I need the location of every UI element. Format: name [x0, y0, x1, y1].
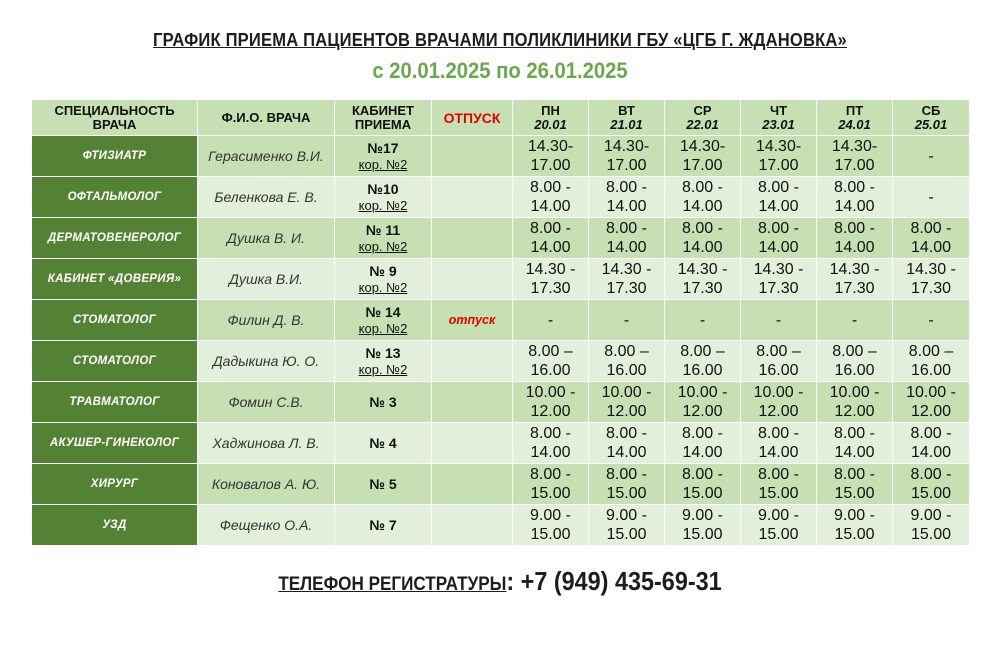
- header-day-tue: [589, 100, 665, 136]
- header-vacation: ОТПУСК: [432, 100, 513, 136]
- room-number: № 4: [369, 434, 397, 451]
- doctor-cell: Душка В.И.: [198, 259, 335, 300]
- hours-cell: 9.00 - 15.00: [513, 505, 589, 546]
- doctor-cell: Коновалов А. Ю.: [198, 464, 335, 505]
- hours-cell: 8.00 - 14.00: [665, 218, 741, 259]
- specialty-cell: КАБИНЕТ «ДОВЕРИЯ»: [32, 259, 198, 300]
- doctor-cell: Фомин С.В.: [198, 382, 335, 423]
- room-number: № 11: [365, 221, 401, 238]
- hours-cell: 10.00 - 12.00: [589, 382, 665, 423]
- room-cell: [335, 505, 432, 546]
- schedule-table: [31, 99, 970, 546]
- hours-cell: 8.00 - 15.00: [817, 464, 893, 505]
- room-number: № 14: [365, 303, 401, 320]
- hours-cell: 8.00 - 14.00: [589, 177, 665, 218]
- hours-cell: 8.00 – 16.00: [589, 341, 665, 382]
- hours-cell: 9.00 - 15.00: [893, 505, 970, 546]
- specialty-cell: СТОМАТОЛОГ: [32, 341, 198, 382]
- hours-cell: 8.00 - 14.00: [665, 423, 741, 464]
- room-number: № 3: [369, 393, 397, 410]
- hours-cell: 14.30- 17.00: [741, 136, 817, 177]
- specialty-cell: ТРАВМАТОЛОГ: [32, 382, 198, 423]
- day-name: СР: [693, 102, 712, 118]
- hours-cell: 8.00 - 14.00: [513, 218, 589, 259]
- hours-cell: 8.00 - 14.00: [513, 423, 589, 464]
- hours-cell: 10.00 - 12.00: [893, 382, 970, 423]
- room-cell: [335, 382, 432, 423]
- header-doctor: Ф.И.О. ВРАЧА: [198, 100, 335, 136]
- room-number: № 13: [365, 344, 401, 361]
- building-label: кор. №2: [358, 279, 408, 295]
- header-day-fri: [817, 100, 893, 136]
- day-name: ЧТ: [769, 102, 788, 118]
- hours-cell: 8.00 - 15.00: [893, 464, 970, 505]
- hours-cell: 8.00 – 16.00: [817, 341, 893, 382]
- hours-cell: 8.00 – 16.00: [893, 341, 970, 382]
- hours-cell: 14.30 - 17.30: [741, 259, 817, 300]
- day-name: ПН: [541, 102, 560, 118]
- table-row: [32, 423, 970, 464]
- vacation-cell: [432, 505, 513, 546]
- phone-label: ТЕЛЕФОН РЕГИСТРАТУРЫ: [278, 574, 507, 595]
- room-cell: [335, 136, 432, 177]
- hours-cell: 9.00 - 15.00: [817, 505, 893, 546]
- specialty-cell: ОФТАЛЬМОЛОГ: [32, 177, 198, 218]
- hours-cell: 10.00 - 12.00: [665, 382, 741, 423]
- hours-cell: 8.00 - 14.00: [741, 423, 817, 464]
- hours-cell: 8.00 - 14.00: [665, 177, 741, 218]
- vacation-cell: [432, 259, 513, 300]
- hours-cell: 14.30- 17.00: [589, 136, 665, 177]
- hours-cell: 8.00 – 16.00: [741, 341, 817, 382]
- doctor-cell: Душка В. И.: [198, 218, 335, 259]
- doctor-cell: Беленкова Е. В.: [198, 177, 335, 218]
- table-row: [32, 177, 970, 218]
- hours-cell: 9.00 - 15.00: [665, 505, 741, 546]
- hours-cell: 8.00 - 14.00: [513, 177, 589, 218]
- header-day-sat: [893, 100, 970, 136]
- doctor-cell: Хаджинова Л. В.: [198, 423, 335, 464]
- hours-cell: -: [589, 300, 665, 341]
- vacation-cell: [432, 341, 513, 382]
- header-day-thu: [741, 100, 817, 136]
- hours-cell: 14.30- 17.00: [665, 136, 741, 177]
- phone-number: : +7 (949) 435-69-31: [506, 566, 722, 596]
- table-row: [32, 341, 970, 382]
- vacation-cell: [432, 423, 513, 464]
- hours-cell: 8.00 - 14.00: [817, 423, 893, 464]
- day-name: ПТ: [845, 102, 864, 118]
- vacation-cell: [432, 136, 513, 177]
- building-label: кор. №2: [358, 238, 408, 254]
- hours-cell: 8.00 - 15.00: [589, 464, 665, 505]
- page-title: ГРАФИК ПРИЕМА ПАЦИЕНТОВ ВРАЧАМИ ПОЛИКЛИНИКИ ГБУ «ЦГБ Г. ЖДАНОВКА»: [153, 30, 847, 50]
- hours-cell: -: [513, 300, 589, 341]
- room-number: № 7: [369, 516, 397, 533]
- hours-cell: 14.30 - 17.30: [817, 259, 893, 300]
- vacation-cell: [432, 218, 513, 259]
- specialty-cell: СТОМАТОЛОГ: [32, 300, 198, 341]
- specialty-cell: АКУШЕР-ГИНЕКОЛОГ: [32, 423, 198, 464]
- table-row: [32, 218, 970, 259]
- room-number: № 9: [369, 262, 397, 279]
- hours-cell: -: [741, 300, 817, 341]
- header-row: [32, 100, 970, 136]
- building-label: кор. №2: [358, 197, 408, 213]
- day-date: 22.01: [686, 116, 719, 132]
- specialty-cell: ХИРУРГ: [32, 464, 198, 505]
- doctor-cell: Фещенко О.А.: [198, 505, 335, 546]
- room-number: №17: [367, 139, 399, 156]
- hours-cell: -: [665, 300, 741, 341]
- vacation-cell: отпуск: [432, 300, 513, 341]
- hours-cell: -: [893, 177, 970, 218]
- hours-cell: 8.00 – 16.00: [513, 341, 589, 382]
- building-label: кор. №2: [358, 361, 408, 377]
- room-cell: [335, 177, 432, 218]
- hours-cell: 10.00 - 12.00: [513, 382, 589, 423]
- table-row: [32, 259, 970, 300]
- room-number: № 5: [369, 475, 397, 492]
- room-cell: [335, 341, 432, 382]
- day-date: 25.01: [914, 116, 948, 132]
- hours-cell: 14.30 - 17.30: [665, 259, 741, 300]
- vacation-cell: [432, 177, 513, 218]
- day-name: СБ: [921, 102, 941, 118]
- hours-cell: -: [893, 136, 970, 177]
- table-row: [32, 136, 970, 177]
- day-date: 21.01: [610, 116, 643, 132]
- hours-cell: 8.00 - 14.00: [817, 218, 893, 259]
- day-date: 20.01: [534, 116, 567, 132]
- hours-cell: -: [893, 300, 970, 341]
- table-row: [32, 505, 970, 546]
- doctor-cell: Филин Д. В.: [198, 300, 335, 341]
- vacation-cell: [432, 464, 513, 505]
- header-day-wed: [665, 100, 741, 136]
- hours-cell: 8.00 - 14.00: [589, 218, 665, 259]
- room-cell: [335, 218, 432, 259]
- hours-cell: 8.00 - 14.00: [893, 423, 970, 464]
- building-label: кор. №2: [358, 156, 408, 172]
- room-cell: [335, 464, 432, 505]
- hours-cell: 8.00 - 14.00: [741, 177, 817, 218]
- room-number: №10: [367, 180, 399, 197]
- hours-cell: 10.00 - 12.00: [817, 382, 893, 423]
- room-cell: [335, 300, 432, 341]
- room-cell: [335, 259, 432, 300]
- header-day-mon: [513, 100, 589, 136]
- room-cell: [335, 423, 432, 464]
- doctor-cell: Герасименко В.И.: [198, 136, 335, 177]
- date-range: с 20.01.2025 по 26.01.2025: [372, 58, 628, 83]
- hours-cell: 14.30- 17.00: [513, 136, 589, 177]
- day-date: 24.01: [838, 116, 871, 132]
- day-name: ВТ: [618, 102, 635, 118]
- day-date: 23.01: [762, 116, 795, 132]
- table-row: [32, 300, 970, 341]
- specialty-cell: ДЕРМАТОВЕНЕРОЛОГ: [32, 218, 198, 259]
- hours-cell: 8.00 - 14.00: [893, 218, 970, 259]
- doctor-cell: Дадыкина Ю. О.: [198, 341, 335, 382]
- hours-cell: 9.00 - 15.00: [589, 505, 665, 546]
- table-row: [32, 464, 970, 505]
- vacation-cell: [432, 382, 513, 423]
- hours-cell: -: [817, 300, 893, 341]
- hours-cell: 14.30 - 17.30: [893, 259, 970, 300]
- registry-phone: [50, 566, 950, 597]
- hours-cell: 8.00 – 16.00: [665, 341, 741, 382]
- hours-cell: 8.00 - 14.00: [589, 423, 665, 464]
- hours-cell: 14.30 - 17.30: [513, 259, 589, 300]
- hours-cell: 8.00 - 14.00: [817, 177, 893, 218]
- hours-cell: 14.30- 17.00: [817, 136, 893, 177]
- hours-cell: 8.00 - 15.00: [513, 464, 589, 505]
- specialty-cell: УЗД: [32, 505, 198, 546]
- header-room: КАБИНЕТ ПРИЕМА: [335, 100, 432, 136]
- specialty-cell: ФТИЗИАТР: [32, 136, 198, 177]
- hours-cell: 8.00 - 15.00: [741, 464, 817, 505]
- hours-cell: 8.00 - 15.00: [665, 464, 741, 505]
- hours-cell: 9.00 - 15.00: [741, 505, 817, 546]
- building-label: кор. №2: [358, 320, 408, 336]
- hours-cell: 8.00 - 14.00: [741, 218, 817, 259]
- header-specialty: СПЕЦИАЛЬНОСТЬ ВРАЧА: [32, 100, 198, 136]
- table-row: [32, 382, 970, 423]
- hours-cell: 10.00 - 12.00: [741, 382, 817, 423]
- hours-cell: 14.30 - 17.30: [589, 259, 665, 300]
